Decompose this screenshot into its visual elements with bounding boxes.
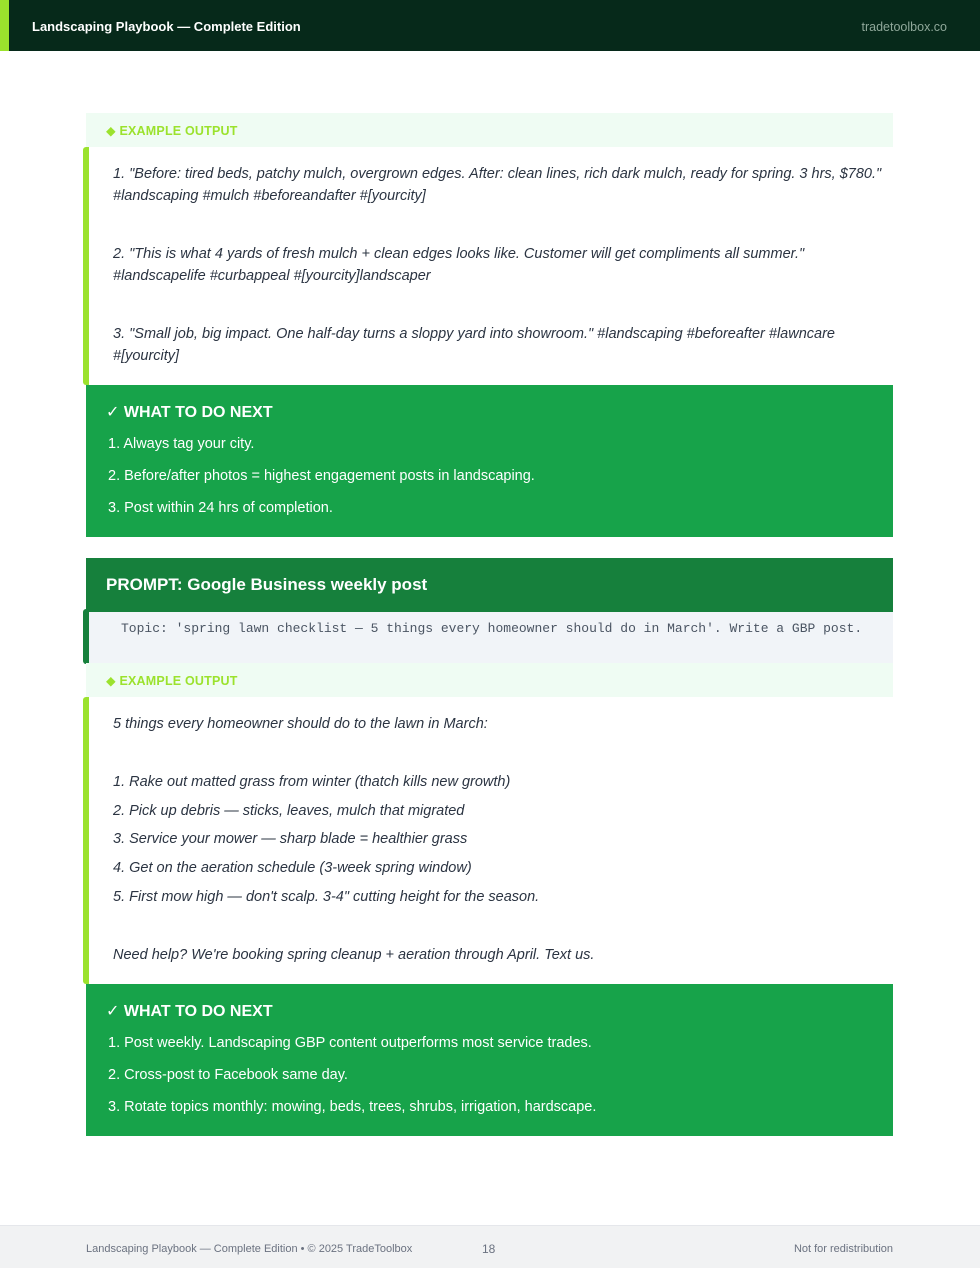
what-to-do-next-box — [86, 984, 893, 1136]
prompt-code-bar — [83, 609, 89, 664]
prompt-code-block — [86, 612, 893, 663]
what-to-do-next-heading: ✓ WHAT TO DO NEXT — [106, 1003, 273, 1020]
footer-credit: Landscaping Playbook — Complete Edition • © 2025 TradeToolbox — [86, 1243, 413, 1255]
example-line: 5 things every homeowner should do to the lawn in March: — [113, 716, 488, 732]
next-step-item: 1. Post weekly. Landscaping GBP content outperforms most service trades. — [108, 1035, 592, 1051]
example-line: 2. "This is what 4 yards of fresh mulch + clean edges looks like. Customer will get compliments all summer." — [113, 246, 805, 262]
example-line: 5. First mow high — don't scalp. 3-4" cutting height for the season. — [113, 889, 540, 905]
example-line: 3. "Small job, big impact. One half-day turns a sloppy yard into showroom." #landscaping #beforeafter #lawncare — [113, 326, 835, 342]
example-output-bar — [83, 147, 89, 385]
example-line: #[yourcity] — [113, 348, 180, 364]
what-to-do-next-heading: ✓ WHAT TO DO NEXT — [106, 404, 273, 421]
example-output-label — [86, 663, 893, 697]
example-line: 2. Pick up debris — sticks, leaves, mulch that migrated — [113, 803, 465, 819]
next-step-item: 3. Rotate topics monthly: mowing, beds, trees, shrubs, irrigation, hardscape. — [108, 1099, 597, 1115]
example-line: 1. Rake out matted grass from winter (thatch kills new growth) — [113, 774, 511, 790]
page-footer — [0, 1225, 980, 1268]
example-line: 1. "Before: tired beds, patchy mulch, overgrown edges. After: clean lines, rich dark mulch, ready for spring. 3 hrs, $780." — [113, 166, 882, 182]
what-to-do-next-box — [86, 385, 893, 537]
example-line: Need help? We're booking spring cleanup + aeration through April. Text us. — [113, 947, 595, 963]
example-output-bar — [83, 697, 89, 984]
next-step-item: 3. Post within 24 hrs of completion. — [108, 500, 333, 516]
next-step-item: 2. Before/after photos = highest engagement posts in landscaping. — [108, 468, 535, 484]
page-number: 18 — [482, 1242, 496, 1256]
example-output-label — [86, 113, 893, 147]
example-output-label-text: ◆ EXAMPLE OUTPUT — [106, 674, 238, 688]
next-step-item: 2. Cross-post to Facebook same day. — [108, 1067, 348, 1083]
example-line: #landscaping #mulch #beforeandafter #[yourcity] — [113, 188, 426, 204]
prompt-title: PROMPT: Google Business weekly post — [106, 575, 428, 594]
next-step-item: 1. Always tag your city. — [108, 436, 255, 452]
example-output-body — [86, 147, 893, 385]
top-bar-accent — [0, 0, 9, 51]
site-link[interactable]: tradetoolbox.co — [861, 20, 947, 34]
footer-notice: Not for redistribution — [793, 1243, 893, 1255]
example-output-label-text: ◆ EXAMPLE OUTPUT — [106, 124, 238, 138]
example-line: 4. Get on the aeration schedule (3-week spring window) — [113, 860, 472, 876]
example-line: #landscapelife #curbappeal #[yourcity]landscaper — [113, 268, 431, 284]
document-title: Landscaping Playbook — Complete Edition — [32, 19, 301, 34]
example-line: 3. Service your mower — sharp blade = healthier grass — [113, 831, 468, 847]
prompt-heading-bar — [86, 558, 893, 612]
top-bar — [0, 0, 980, 51]
example-output-body — [86, 697, 893, 984]
prompt-code-text: Topic: 'spring lawn checklist — 5 things every homeowner should do in March'. Write a GBP post. — [121, 621, 863, 636]
